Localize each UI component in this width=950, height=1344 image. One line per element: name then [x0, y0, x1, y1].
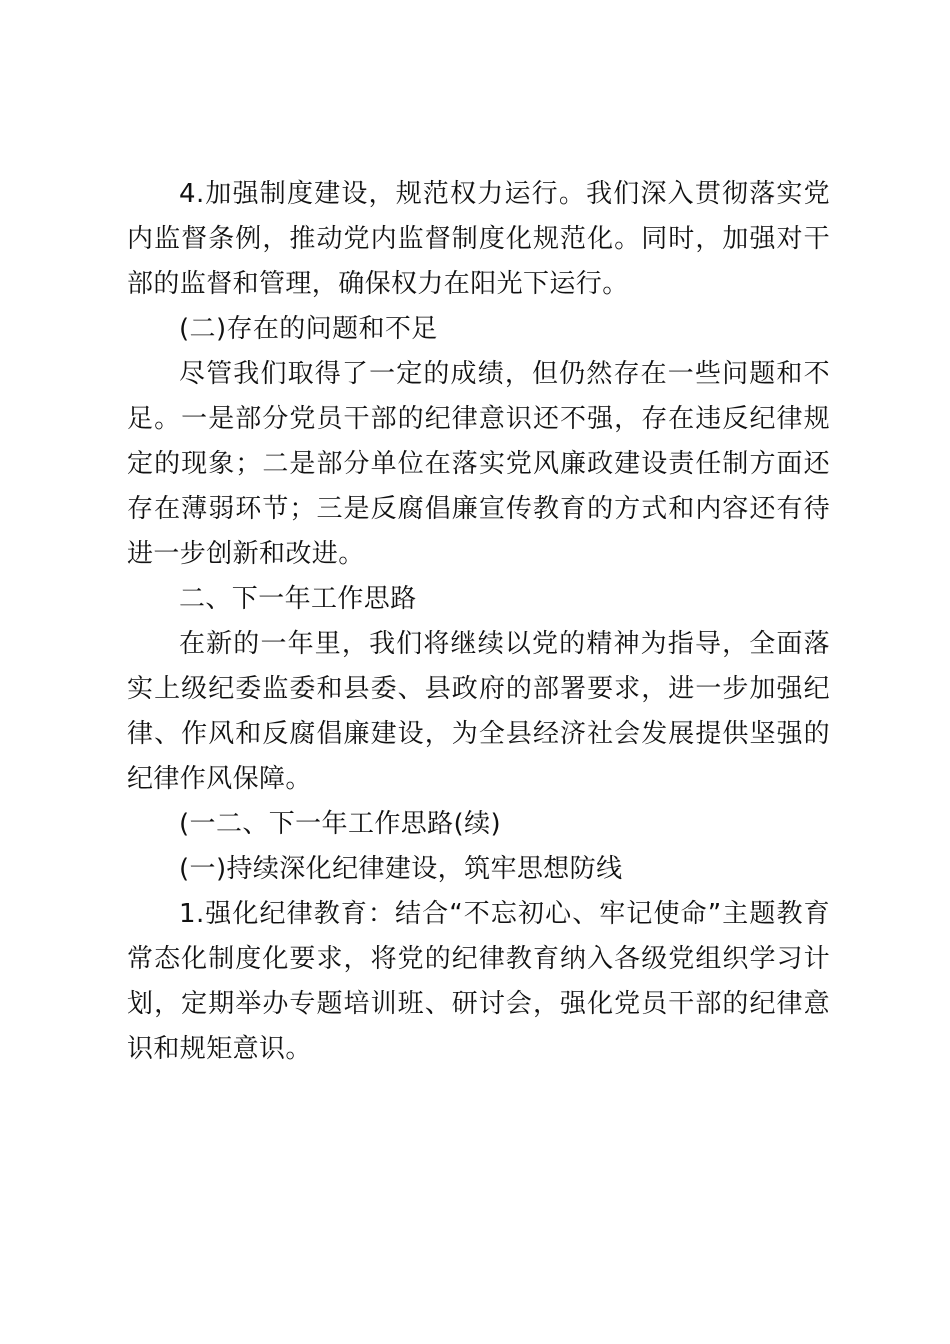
paragraph-problems: 尽管我们取得了一定的成绩，但仍然存在一些问题和不足。一是部分党员干部的纪律意识还不强，存在违反纪律规定的现象；二是部分单位在落实党风廉政建设责任制方面还存在薄弱环节；三是反腐倡廉宣传教育的方式和内容还有待进一步创新和改进。: [127, 359, 830, 569]
heading-discipline-building: (一)持续深化纪律建设，筑牢思想防线: [179, 854, 623, 884]
paragraph-next-year: 在新的一年里，我们将继续以党的精神为指导，全面落实上级纪委监委和县委、县政府的部署要求，进一步加强纪律、作风和反腐倡廉建设，为全县经济社会发展提供坚强的纪律作风保障。: [127, 629, 830, 794]
heading-next-year: 二、下一年工作思路: [179, 584, 417, 614]
heading-next-year-continued: (一二、下一年工作思路(续): [179, 809, 502, 839]
heading-problems: (二)存在的问题和不足: [179, 314, 438, 344]
document-body: [127, 172, 830, 1072]
paragraph-system-building: 4.加强制度建设，规范权力运行。我们深入贯彻落实党内监督条例，推动党内监督制度化规范化。同时，加强对干部的监督和管理，确保权力在阳光下运行。: [127, 179, 830, 299]
paragraph-discipline-education: 1.强化纪律教育：结合“不忘初心、牢记使命”主题教育常态化制度化要求，将党的纪律教育纳入各级党组织学习计划，定期举办专题培训班、研讨会，强化党员干部的纪律意识和规矩意识。: [127, 899, 830, 1064]
